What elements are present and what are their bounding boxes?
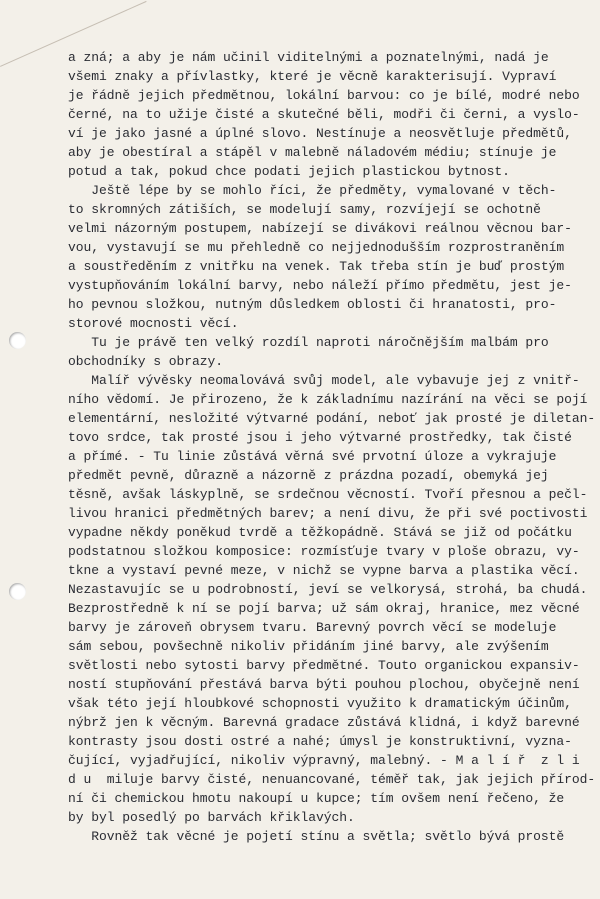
- typewritten-text-body: [68, 48, 596, 846]
- text-line: Tu je právě ten velký rozdíl naproti náročnějším malbám pro: [68, 335, 549, 350]
- text-line: vou, vystavují se mu přehledně co nejjednodušším rozprostraněním: [68, 240, 565, 255]
- text-line: a přímé. - Tu linie zůstává věrná své prvotní úloze a vykrajuje: [68, 449, 557, 464]
- text-line: ností stupňování přestává barva býti pouhou plochou, obyčejně není: [68, 677, 580, 692]
- text-line: ho pevnou složkou, nutným důsledkem oblosti či hranatosti, pro-: [68, 297, 557, 312]
- text-line: předmět pevně, důrazně a názorně z prázdna pozadí, obemyká jej: [68, 468, 549, 483]
- text-line: a zná; a aby je nám učinil viditelnými a poznatelnými, nadá je: [68, 50, 549, 65]
- text-line: elementární, nesložité výtvarné podání, neboť jak prosté je diletan-: [68, 411, 596, 426]
- text-line: černé, na to užije čisté a skutečné běli, modři či černi, a vyslo-: [68, 107, 580, 122]
- text-line: tovo srdce, tak prosté jsou i jeho výtvarné prostředky, tak čisté: [68, 430, 572, 445]
- text-line: podstatnou složkou komposice: rozmísťuje tvary v ploše obrazu, vy-: [68, 544, 580, 559]
- text-line: d u miluje barvy čisté, nenuancované, téměř tak, jak jejich přírod-: [68, 772, 596, 787]
- text-line: Bezprostředně k ní se pojí barva; už sám okraj, hranice, mez věcné: [68, 601, 580, 616]
- text-line: vypadne někdy poněkud tvrdě a těžkopádně. Stává se již od počátku: [68, 525, 572, 540]
- text-line: aby je obestíral a stápěl v malebně náladovém médiu; stínuje je: [68, 145, 557, 160]
- text-line: ví je jako jasné a úplné slovo. Nestínuje a neosvětluje předmětů,: [68, 126, 572, 141]
- text-line: ního vědomí. Je přirozeno, že k základnímu nazírání na věci se pojí: [68, 392, 588, 407]
- text-line: a soustředěním z vnitřku na venek. Tak třeba stín je buď prostým: [68, 259, 565, 274]
- text-line: ní či chemickou hmotu nakoupí u kupce; tím ovšem není řečeno, že: [68, 791, 565, 806]
- text-line: velmi názorným postupem, nabízejí se divákovi reálnou věcnou bar-: [68, 221, 572, 236]
- text-line: by byl posedlý po barvách křiklavých.: [68, 810, 355, 825]
- text-line: kontrasty jsou dosti ostré a nahé; úmysl je konstruktivní, vyzna-: [68, 734, 572, 749]
- punch-hole-lower: [9, 583, 26, 600]
- text-line: Rovněž tak věcné je pojetí stínu a světla; světlo bývá prostě: [68, 829, 565, 844]
- text-line: je řádně jejich předmětnou, lokální barvou: co je bílé, modré nebo: [68, 88, 580, 103]
- text-line: těsně, avšak láskyplně, se srdečnou věcností. Tvoří přesnou a pečl-: [68, 487, 588, 502]
- text-line: barvy je zároveň obrysem tvaru. Barevný povrch věcí se modeluje: [68, 620, 557, 635]
- text-line: to skromných zátiších, se modelují samy, rozvíjejí se ochotně: [68, 202, 541, 217]
- text-line: livou hranici předmětných barev; a není divu, že při své poctivosti: [68, 506, 588, 521]
- text-line: však této její hloubkové schopnosti využito k dramatickým účinům,: [68, 696, 572, 711]
- text-line: Nezastavujíc se u podrobností, jeví se velkorysá, strohá, ba chudá.: [68, 582, 588, 597]
- text-line: všemi znaky a přívlastky, které je věcně karakterisují. Vypraví: [68, 69, 557, 84]
- text-line: obchodníky s obrazy.: [68, 354, 224, 369]
- text-line: potud a tak, pokud chce podati jejich plastickou bytnost.: [68, 164, 510, 179]
- text-line: světlosti nebo sytosti barvy předmětné. Touto organickou expansiv-: [68, 658, 580, 673]
- text-line: tkne a vystaví pevné meze, v nichž se vypne barva a plastika věcí.: [68, 563, 580, 578]
- punch-hole-upper: [9, 332, 26, 349]
- text-line: Malíř vývěsky neomalovává svůj model, ale vybavuje jej z vnitř-: [68, 373, 580, 388]
- text-line: Ještě lépe by se mohlo říci, že předměty, vymalované v těch-: [68, 183, 557, 198]
- text-line: sám sebou, povšechně nikoliv přidáním jiné barvy, ale zvýšením: [68, 639, 549, 654]
- text-line: storové mocnosti věcí.: [68, 316, 239, 331]
- text-line: čující, vyjadřující, nikoliv výpravný, malebný. - M a l í ř z l i: [68, 753, 580, 768]
- text-line: nýbrž jen k věcným. Barevná gradace zůstává klidná, i když barevné: [68, 715, 580, 730]
- text-line: vystupňováním lokální barvy, nebo náleží přímo předmětu, jest je-: [68, 278, 572, 293]
